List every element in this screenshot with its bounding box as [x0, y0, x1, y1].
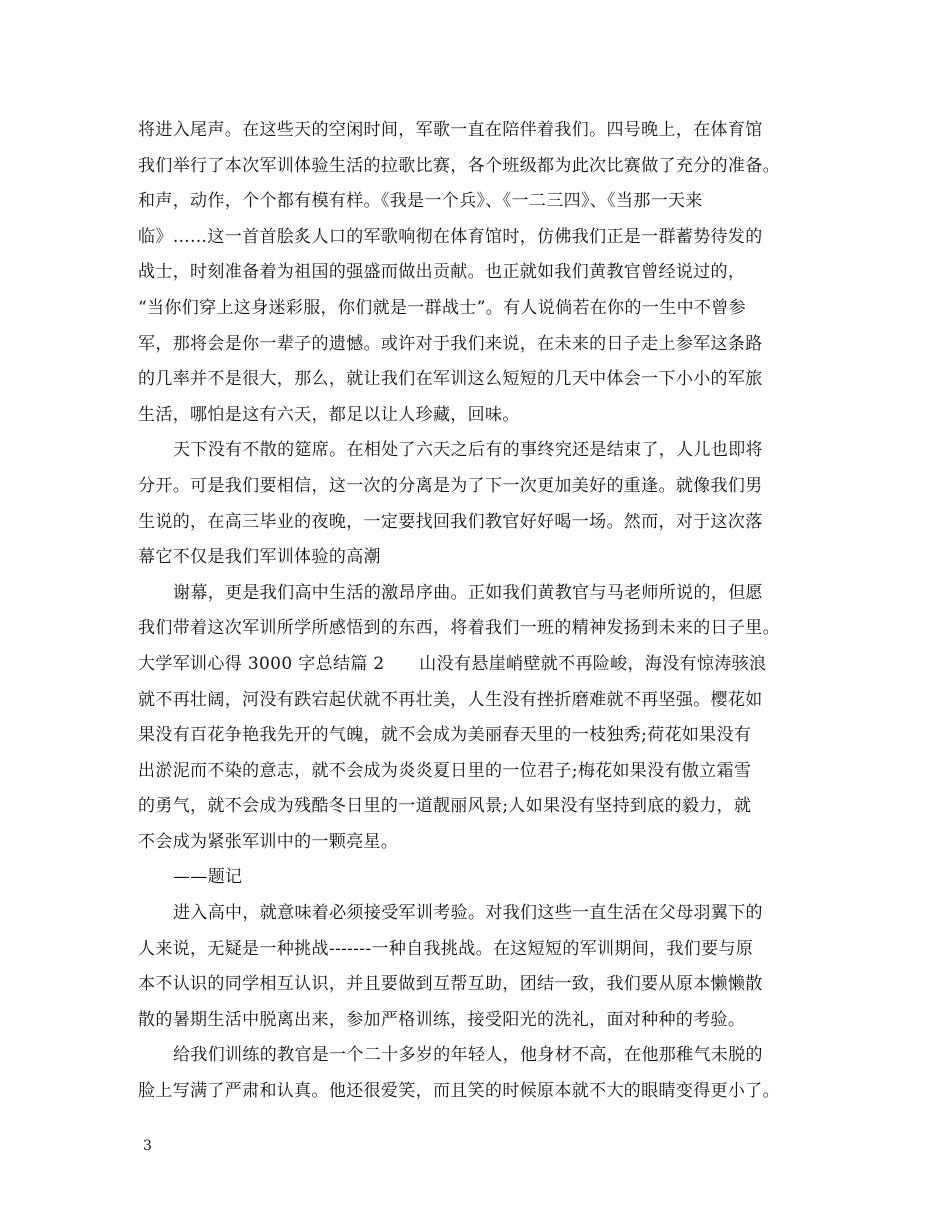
text-line: 出淤泥而不染的意志，就不会成为炎炎夏日里的一位君子;梅花如果没有傲立霜雪 — [138, 760, 752, 781]
text-line: 的勇气，就不会成为残酷冬日里的一道靓丽风景;人如果没有坚持到底的毅力，就 — [138, 796, 752, 817]
text-line: 战士，时刻准备着为祖国的强盛而做出贡献。也正就如我们黄教官曾经说过的， — [138, 262, 746, 283]
text-line: 生说的，在高三毕业的夜晚，一定要找回我们教官好好喝一场。然而，对于这次落 — [138, 511, 763, 532]
body-text — [138, 113, 826, 1110]
text-line: 和声，动作，个个都有模有样。《我是一个兵》、《一二三四》、《当那一天来 — [138, 191, 703, 212]
text-line: 军，那将会是你一辈子的遗憾。或许对于我们来说，在未来的日子走上参军这条路 — [138, 333, 763, 354]
text-line: 将进入尾声。在这些天的空闲时间，军歌一直在陪伴着我们。四号晚上，在体育馆 — [138, 120, 763, 140]
text-line: 天下没有不散的筵席。在相处了六天之后有的事终究还是结束了，人儿也即将 — [173, 440, 763, 461]
text-line: 进入高中，就意味着必须接受军训考验。对我们这些一直生活在父母羽翼下的 — [173, 903, 763, 924]
text-line: 幕它不仅是我们军训体验的高潮 — [138, 547, 381, 568]
text-line: 就不再壮阔，河没有跌宕起伏就不再壮美，人生没有挫折磨难就不再坚强。樱花如 — [138, 689, 763, 710]
page-number: 3 — [143, 1138, 152, 1154]
text-line: 果没有百花争艳我先开的气魄，就不会成为美丽春天里的一枝独秀;荷花如果没有 — [138, 725, 752, 746]
text-line: 脸上写满了严肃和认真。他还很爱笑，而且笑的时候原本就不大的眼睛变得更小了。 — [138, 1081, 780, 1102]
text-line: 大学军训心得 3000 字总结篇 2 山没有悬崖峭壁就不再险峻，海没有惊涛骇浪 — [138, 653, 767, 674]
text-line: 不会成为紧张军训中的一颗亮星。 — [138, 831, 399, 852]
text-line: 人来说，无疑是一种挑战-------一种自我挑战。在这短短的军训期间，我们要与原 — [138, 938, 754, 959]
text-line: 的几率并不是很大，那么，就让我们在军训这么短短的几天中体会一下小小的军旅 — [138, 369, 763, 390]
text-line: ——题记 — [173, 867, 243, 888]
text-line: “当你们穿上这身迷彩服，你们就是一群战士”。有人说倘若在你的一生中不曾参 — [138, 297, 746, 318]
text-line: 分开。可是我们要相信，这一次的分离是为了下一次更加美好的重逢。就像我们男 — [138, 475, 763, 496]
text-line: 本不认识的同学相互认识，并且要做到互帮互助，团结一致，我们要从原本懒懒散 — [138, 974, 763, 995]
text-line: 生活，哪怕是这有六天，都足以让人珍藏，回味。 — [138, 404, 520, 425]
text-line: 给我们训练的教官是一个二十多岁的年轻人，他身材不高，在他那稚气未脱的 — [173, 1045, 763, 1066]
text-line: 散的暑期生活中脱离出来，参加严格训练，接受阳光的洗礼，面对种种的考验。 — [138, 1009, 746, 1030]
text-line: 谢幕，更是我们高中生活的激昂序曲。正如我们黄教官与马老师所说的，但愿 — [173, 582, 763, 603]
text-line: 我们带着这次军训所学所感悟到的东西，将着我们一班的精神发扬到未来的日子里。 — [138, 618, 780, 639]
text-line: 临》……这一首首脍炙人口的军歌响彻在体育馆时，仿佛我们正是一群蓄势待发的 — [138, 226, 763, 247]
text-line: 我们举行了本次军训体验生活的拉歌比赛，各个班级都为此次比赛做了充分的准备。 — [138, 155, 780, 176]
